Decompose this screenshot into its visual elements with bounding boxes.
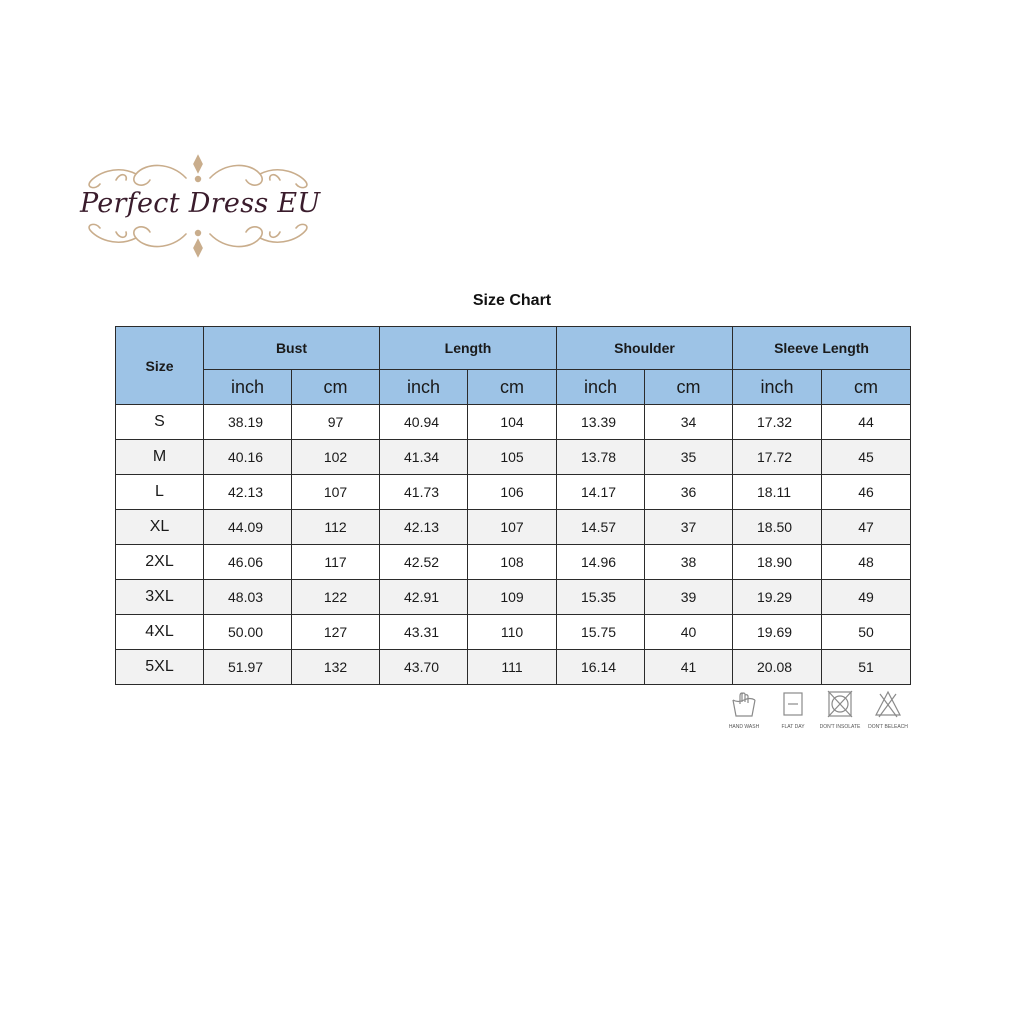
shoulder-inch-cell: 14.17 [557,475,645,510]
shoulder-cm-cell: 39 [645,580,733,615]
bust-inch-cell: 46.06 [204,545,292,580]
shoulder-cm-cell: 37 [645,510,733,545]
table-row [116,545,911,580]
sleeve-cm-cell: 44 [822,405,911,440]
size-cell: 5XL [116,650,204,685]
shoulder-cm-cell: 40 [645,615,733,650]
size-cell: M [116,440,204,475]
shoulder-cm-cell: 34 [645,405,733,440]
unit-header: inch [204,370,292,405]
bust-inch-cell: 50.00 [204,615,292,650]
bust-cm-cell: 122 [292,580,380,615]
shoulder-inch-cell: 16.14 [557,650,645,685]
table-row [116,580,911,615]
bust-cm-cell: 97 [292,405,380,440]
sleeve-inch-cell: 19.69 [733,615,822,650]
length-cm-cell: 104 [468,405,557,440]
care-flat-dry [771,690,815,730]
bust-cm-cell: 107 [292,475,380,510]
shoulder-cm-cell: 35 [645,440,733,475]
page-title: Size Chart [472,292,552,309]
length-inch-cell: 42.52 [380,545,468,580]
brand-logo [76,152,320,260]
sleeve-cm-cell: 50 [822,615,911,650]
dont-bleach-icon [873,690,903,718]
shoulder-inch-cell: 15.75 [557,615,645,650]
length-inch-cell: 41.73 [380,475,468,510]
care-hand-wash [722,690,766,730]
table-row [116,615,911,650]
sleeve-inch-cell: 18.50 [733,510,822,545]
unit-header: inch [557,370,645,405]
bust-cm-cell: 117 [292,545,380,580]
length-cm-cell: 107 [468,510,557,545]
bust-inch-cell: 44.09 [204,510,292,545]
size-cell: L [116,475,204,510]
unit-header: inch [733,370,822,405]
brand-name: Perfect Dress EU [80,188,321,219]
length-inch-cell: 42.91 [380,580,468,615]
sleeve-cm-cell: 48 [822,545,911,580]
sleeve-cm-cell: 46 [822,475,911,510]
sleeve-inch-cell: 19.29 [733,580,822,615]
unit-header: cm [822,370,911,405]
unit-header: cm [292,370,380,405]
size-header: Size [116,327,204,405]
hand-wash-icon [729,690,759,718]
bust-cm-cell: 127 [292,615,380,650]
bust-cm-cell: 132 [292,650,380,685]
bust-inch-cell: 40.16 [204,440,292,475]
shoulder-inch-cell: 13.78 [557,440,645,475]
unit-header: inch [380,370,468,405]
dont-tumble-icon [825,690,855,718]
unit-header: cm [645,370,733,405]
size-table [115,326,911,685]
group-header-bust: Bust [204,327,380,370]
size-cell: S [116,405,204,440]
shoulder-inch-cell: 15.35 [557,580,645,615]
shoulder-cm-cell: 36 [645,475,733,510]
care-dont-bleach [866,690,910,730]
bust-inch-cell: 48.03 [204,580,292,615]
length-cm-cell: 111 [468,650,557,685]
table-row [116,440,911,475]
bust-inch-cell: 38.19 [204,405,292,440]
length-cm-cell: 109 [468,580,557,615]
size-cell: 4XL [116,615,204,650]
shoulder-cm-cell: 41 [645,650,733,685]
unit-header: cm [468,370,557,405]
length-inch-cell: 42.13 [380,510,468,545]
sleeve-cm-cell: 45 [822,440,911,475]
shoulder-inch-cell: 14.57 [557,510,645,545]
size-cell: XL [116,510,204,545]
group-header-length: Length [380,327,557,370]
group-header-shoulder: Shoulder [557,327,733,370]
table-row [116,405,911,440]
sleeve-cm-cell: 47 [822,510,911,545]
length-cm-cell: 108 [468,545,557,580]
length-cm-cell: 105 [468,440,557,475]
bust-cm-cell: 102 [292,440,380,475]
care-dont-insolate [818,690,862,730]
sleeve-inch-cell: 20.08 [733,650,822,685]
table-row [116,475,911,510]
sleeve-inch-cell: 18.90 [733,545,822,580]
sleeve-inch-cell: 18.11 [733,475,822,510]
length-cm-cell: 110 [468,615,557,650]
length-inch-cell: 40.94 [380,405,468,440]
sleeve-inch-cell: 17.72 [733,440,822,475]
size-cell: 2XL [116,545,204,580]
shoulder-cm-cell: 38 [645,545,733,580]
length-inch-cell: 43.31 [380,615,468,650]
care-label: HAND WASH [728,724,760,730]
bust-cm-cell: 112 [292,510,380,545]
care-label: FLAT DAY [781,724,805,730]
length-cm-cell: 106 [468,475,557,510]
flat-dry-icon [778,690,808,718]
shoulder-inch-cell: 13.39 [557,405,645,440]
shoulder-inch-cell: 14.96 [557,545,645,580]
bust-inch-cell: 42.13 [204,475,292,510]
group-header-sleeve-length: Sleeve Length [733,327,911,370]
table-row [116,510,911,545]
care-label: DON'T BELEACH [868,724,908,730]
bust-inch-cell: 51.97 [204,650,292,685]
table-row [116,650,911,685]
sleeve-inch-cell: 17.32 [733,405,822,440]
length-inch-cell: 41.34 [380,440,468,475]
care-label: DON'T INSOLATE [819,724,861,730]
sleeve-cm-cell: 51 [822,650,911,685]
size-cell: 3XL [116,580,204,615]
sleeve-cm-cell: 49 [822,580,911,615]
length-inch-cell: 43.70 [380,650,468,685]
